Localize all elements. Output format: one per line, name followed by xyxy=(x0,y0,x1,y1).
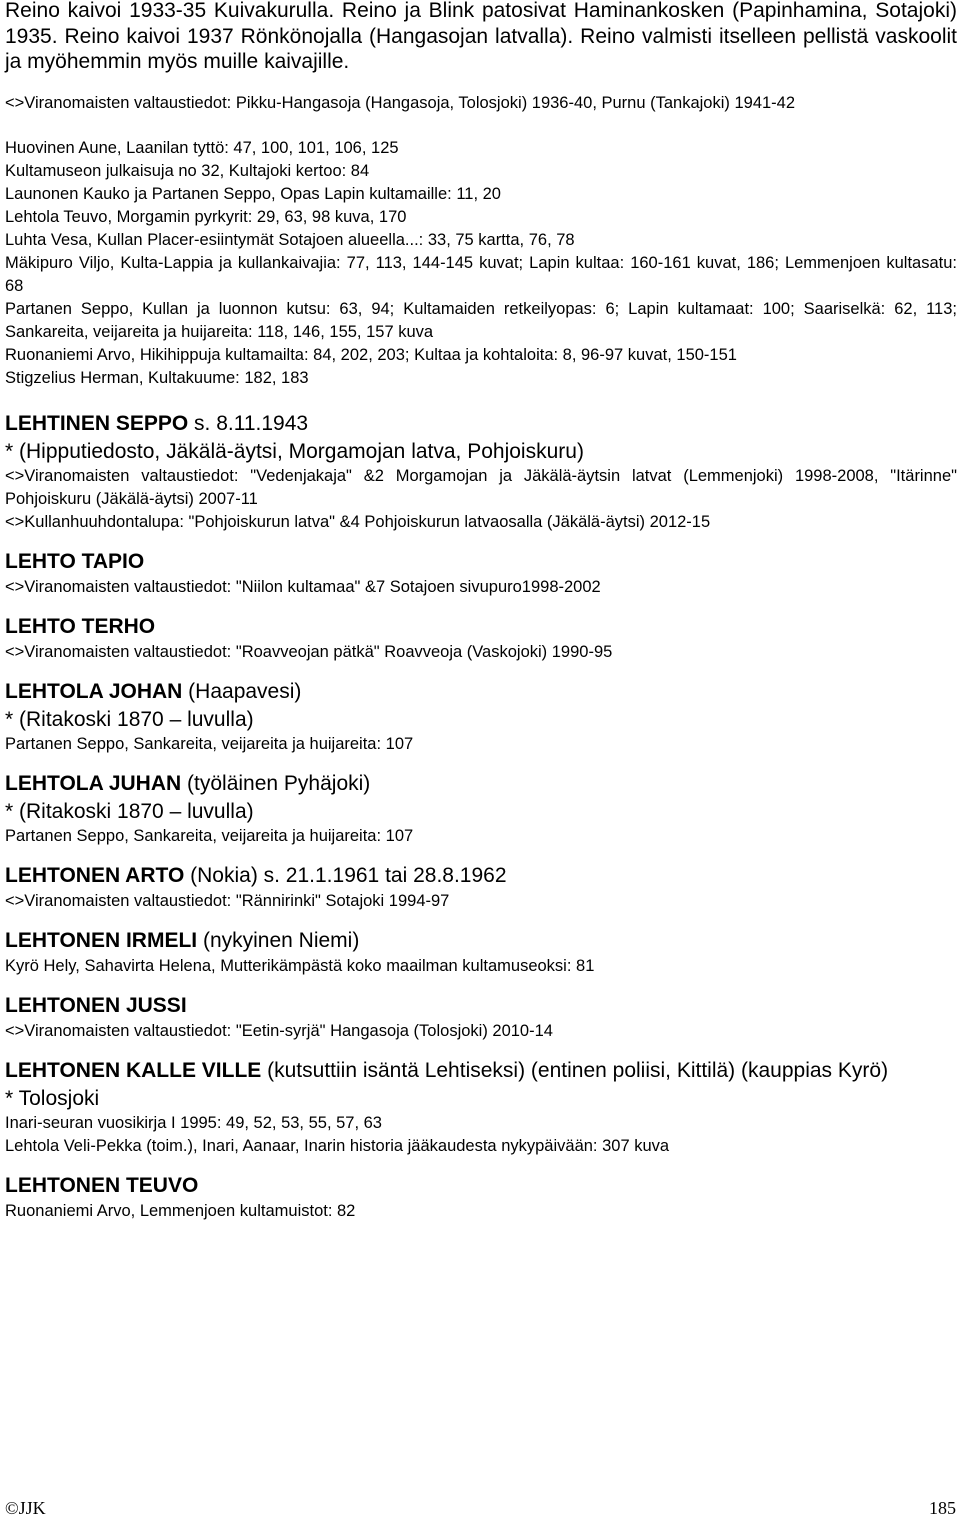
permit-info: <>Viranomaisten valtaustiedot: Pikku-Hangasoja (Hangasoja, Tolosjoki) 1936-40, Purnu (Tankajoki) 1941-42 xyxy=(5,93,796,112)
entry-reference: Partanen Seppo, Sankareita, veijareita ja huijareita: 107 xyxy=(5,734,414,753)
entry-reference: <>Viranomaisten valtaustiedot: "Vedenjakaja" &2 Morgamojan ja Jäkälä-äytsin latvat (Lemmenjoki) 1998-2008, "Itärinne" Pohjoiskuru (Jäkälä-äytsi) 2007-11 xyxy=(5,466,957,508)
entry-heading xyxy=(5,770,957,798)
reference-item: Ruonaniemi Arvo, Hikihippuja kultamailta: 84, 202, 203; Kultaa ja kohtaloita: 8, 96-97 kuvat, 150-151 xyxy=(5,345,737,364)
entry-name: LEHTONEN TEUVO xyxy=(5,1173,199,1197)
entry-reference: <>Viranomaisten valtaustiedot: "Rännirinki" Sotajoki 1994-97 xyxy=(5,891,450,910)
person-entry xyxy=(5,992,957,1043)
reference-item: Lehtola Teuvo, Morgamin pyrkyrit: 29, 63, 98 kuva, 170 xyxy=(5,207,407,226)
entry-name: LEHTONEN ARTO xyxy=(5,863,185,887)
person-entry xyxy=(5,862,957,913)
reference-list xyxy=(5,137,957,390)
reference-item: Launonen Kauko ja Partanen Seppo, Opas Lapin kultamaille: 11, 20 xyxy=(5,184,501,203)
entry-location: * (Ritakoski 1870 – luvulla) xyxy=(5,707,254,731)
entry-reference: <>Viranomaisten valtaustiedot: "Roavveojan pätkä" Roavveoja (Vaskojoki) 1990-95 xyxy=(5,642,613,661)
entry-list xyxy=(5,410,957,1223)
copyright-mark: ©JJK xyxy=(5,1498,46,1518)
entry-heading xyxy=(5,1057,957,1085)
entry-heading xyxy=(5,1172,957,1200)
entry-heading xyxy=(5,927,957,955)
intro-paragraph: Reino kaivoi 1933-35 Kuivakurulla. Reino ja Blink patosivat Haminankosken (Papinhamina, Sotajoki) 1935. Reino kaivoi 1937 Rönkönojalla (Hangasojan latvalla). Reino valmisti itselleen pellistä vaskoolit ja myöhemmin myös muille kaivajille. xyxy=(5,0,957,73)
entry-details: (Nokia) s. 21.1.1961 tai 28.8.1962 xyxy=(184,863,507,887)
page-number: 185 xyxy=(929,1498,956,1518)
entry-location: * Tolosjoki xyxy=(5,1086,100,1110)
entry-heading xyxy=(5,992,957,1020)
entry-heading xyxy=(5,613,957,641)
entry-reference: <>Viranomaisten valtaustiedot: "Eetin-syrjä" Hangasoja (Tolosjoki) 2010-14 xyxy=(5,1021,553,1040)
entry-name: LEHTONEN JUSSI xyxy=(5,993,187,1017)
entry-heading xyxy=(5,678,957,706)
entry-reference: <>Kullanhuuhdontalupa: "Pohjoiskurun latva" &4 Pohjoiskurun latvaosalla (Jäkälä-äytsi) 2012-15 xyxy=(5,512,711,531)
reference-item: Kultamuseon julkaisuja no 32, Kultajoki kertoo: 84 xyxy=(5,161,370,180)
person-entry xyxy=(5,1172,957,1223)
person-entry xyxy=(5,410,957,534)
entry-heading xyxy=(5,862,957,890)
person-entry xyxy=(5,548,957,599)
person-entry xyxy=(5,613,957,664)
entry-reference: Inari-seuran vuosikirja I 1995: 49, 52, 53, 55, 57, 63 xyxy=(5,1113,382,1132)
document-page xyxy=(5,0,957,1223)
person-entry xyxy=(5,678,957,756)
entry-reference: Kyrö Hely, Sahavirta Helena, Mutterikämpästä koko maailman kultamuseoksi: 81 xyxy=(5,956,595,975)
entry-heading xyxy=(5,410,957,438)
entry-reference: Ruonaniemi Arvo, Lemmenjoen kultamuistot: 82 xyxy=(5,1201,356,1220)
reference-item: Mäkipuro Viljo, Kulta-Lappia ja kullankaivajia: 77, 113, 144-145 kuvat; Lapin kultaa: 160-161 kuvat, 186; Lemmenjoen kultasatu: 68 xyxy=(5,253,957,295)
reference-item: Stigzelius Herman, Kultakuume: 182, 183 xyxy=(5,368,309,387)
entry-name: LEHTINEN SEPPO xyxy=(5,411,189,435)
entry-details: (nykyinen Niemi) xyxy=(197,928,360,952)
reference-item: Partanen Seppo, Kullan ja luonnon kutsu: 63, 94; Kultamaiden retkeilyopas: 6; Lapin kultamaat: 100; Saariselkä: 62, 113; Sankareita, veijareita ja huijareita: 118, 146, 155, 157 kuva xyxy=(5,299,957,341)
entry-name: LEHTO TERHO xyxy=(5,614,156,638)
entry-heading xyxy=(5,548,957,576)
entry-name: LEHTONEN IRMELI xyxy=(5,928,198,952)
entry-reference: Lehtola Veli-Pekka (toim.), Inari, Aanaar, Inarin historia jääkaudesta nykypäivään: 307 kuva xyxy=(5,1136,670,1155)
reference-item: Luhta Vesa, Kullan Placer-esiintymät Sotajoen alueella...: 33, 75 kartta, 76, 78 xyxy=(5,230,575,249)
person-entry xyxy=(5,927,957,978)
entry-location: * (Hipputiedosto, Jäkälä-äytsi, Morgamojan latva, Pohjoiskuru) xyxy=(5,439,584,463)
entry-name: LEHTOLA JUHAN xyxy=(5,771,182,795)
entry-reference: Partanen Seppo, Sankareita, veijareita ja huijareita: 107 xyxy=(5,826,414,845)
entry-name: LEHTONEN KALLE VILLE xyxy=(5,1058,262,1082)
entry-details: (työläinen Pyhäjoki) xyxy=(181,771,371,795)
entry-reference: <>Viranomaisten valtaustiedot: "Niilon kultamaa" &7 Sotajoen sivupuro1998-2002 xyxy=(5,577,601,596)
entry-name: LEHTO TAPIO xyxy=(5,549,145,573)
person-entry xyxy=(5,770,957,848)
entry-name: LEHTOLA JOHAN xyxy=(5,679,183,703)
entry-location: * (Ritakoski 1870 – luvulla) xyxy=(5,799,254,823)
reference-item: Huovinen Aune, Laanilan tyttö: 47, 100, 101, 106, 125 xyxy=(5,138,399,157)
entry-details: s. 8.11.1943 xyxy=(188,411,309,435)
entry-details: (kutsuttiin isäntä Lehtiseksi) (entinen poliisi, Kittilä) (kauppias Kyrö) xyxy=(261,1058,889,1082)
entry-details: (Haapavesi) xyxy=(182,679,302,703)
person-entry xyxy=(5,1057,957,1158)
